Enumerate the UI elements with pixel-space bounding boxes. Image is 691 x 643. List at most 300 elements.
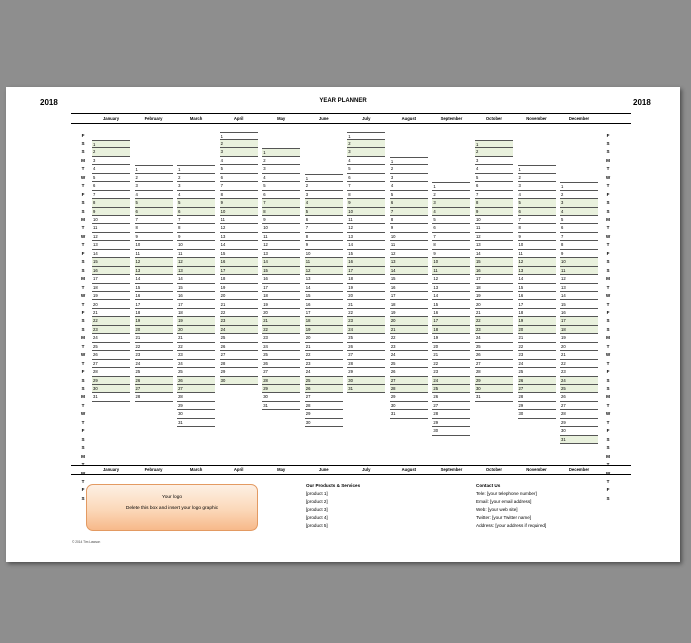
day-cell[interactable]: 4	[390, 182, 428, 190]
day-cell[interactable]: 14	[432, 292, 470, 300]
day-cell[interactable]: 12	[305, 267, 343, 275]
day-cell[interactable]: 19	[262, 301, 300, 309]
day-cell[interactable]: 25	[262, 351, 300, 359]
day-cell[interactable]: 8	[305, 233, 343, 241]
day-cell[interactable]: 30	[390, 402, 428, 410]
day-cell[interactable]: 2	[220, 140, 258, 148]
day-cell[interactable]: 14	[347, 241, 385, 249]
day-cell[interactable]: 23	[220, 317, 258, 325]
day-cell[interactable]: 15	[518, 284, 556, 292]
day-cell[interactable]: 22	[177, 343, 215, 351]
day-cell[interactable]: 3	[432, 199, 470, 207]
day-cell[interactable]: 11	[560, 267, 598, 275]
day-cell[interactable]: 22	[432, 360, 470, 368]
day-cell[interactable]: 28	[220, 360, 258, 368]
day-cell[interactable]: 26	[177, 377, 215, 385]
day-cell[interactable]: 6	[432, 224, 470, 232]
day-cell[interactable]: 22	[262, 326, 300, 334]
day-cell[interactable]: 21	[220, 301, 258, 309]
day-cell[interactable]: 2	[390, 165, 428, 173]
day-cell[interactable]: 21	[135, 334, 173, 342]
day-cell[interactable]: 22	[92, 317, 130, 325]
day-cell[interactable]: 5	[262, 182, 300, 190]
day-cell[interactable]: 20	[560, 343, 598, 351]
day-cell[interactable]: 29	[432, 419, 470, 427]
day-cell[interactable]: 12	[262, 241, 300, 249]
day-cell[interactable]: 8	[347, 191, 385, 199]
day-cell[interactable]: 14	[305, 284, 343, 292]
day-cell[interactable]: 21	[432, 351, 470, 359]
day-cell[interactable]: 5	[390, 191, 428, 199]
day-cell[interactable]: 13	[347, 233, 385, 241]
day-cell[interactable]: 16	[177, 292, 215, 300]
day-cell[interactable]: 6	[262, 191, 300, 199]
day-cell[interactable]: 15	[347, 250, 385, 258]
day-cell[interactable]: 13	[135, 267, 173, 275]
day-cell[interactable]: 5	[177, 199, 215, 207]
day-cell[interactable]: 13	[390, 258, 428, 266]
day-cell[interactable]: 10	[432, 258, 470, 266]
day-cell[interactable]: 30	[220, 377, 258, 385]
day-cell[interactable]: 9	[92, 208, 130, 216]
day-cell[interactable]: 23	[177, 351, 215, 359]
day-cell[interactable]: 27	[560, 402, 598, 410]
day-cell[interactable]: 27	[305, 393, 343, 401]
day-cell[interactable]: 21	[560, 351, 598, 359]
day-cell[interactable]: 10	[177, 241, 215, 249]
day-cell[interactable]: 13	[177, 267, 215, 275]
day-cell[interactable]: 16	[390, 284, 428, 292]
day-cell[interactable]: 4	[518, 191, 556, 199]
day-cell[interactable]: 24	[432, 377, 470, 385]
day-cell[interactable]: 15	[475, 258, 513, 266]
day-cell[interactable]: 17	[390, 292, 428, 300]
day-cell[interactable]: 17	[262, 284, 300, 292]
day-cell[interactable]: 7	[560, 233, 598, 241]
day-cell[interactable]: 26	[518, 377, 556, 385]
day-cell[interactable]: 29	[560, 419, 598, 427]
day-cell[interactable]: 29	[390, 393, 428, 401]
day-cell[interactable]: 28	[135, 393, 173, 401]
day-cell[interactable]: 15	[390, 275, 428, 283]
day-cell[interactable]: 13	[475, 241, 513, 249]
day-cell[interactable]: 7	[347, 182, 385, 190]
day-cell[interactable]: 28	[475, 368, 513, 376]
day-cell[interactable]: 17	[560, 317, 598, 325]
day-cell[interactable]: 3	[518, 182, 556, 190]
day-cell[interactable]: 15	[135, 284, 173, 292]
day-cell[interactable]: 14	[560, 292, 598, 300]
day-cell[interactable]: 11	[177, 250, 215, 258]
day-cell[interactable]: 25	[432, 385, 470, 393]
day-cell[interactable]: 14	[135, 275, 173, 283]
day-cell[interactable]: 9	[475, 208, 513, 216]
day-cell[interactable]: 10	[92, 216, 130, 224]
day-cell[interactable]: 1	[432, 182, 470, 190]
day-cell[interactable]: 19	[432, 334, 470, 342]
day-cell[interactable]: 12	[92, 233, 130, 241]
day-cell[interactable]: 14	[177, 275, 215, 283]
day-cell[interactable]: 22	[518, 343, 556, 351]
day-cell[interactable]: 29	[305, 410, 343, 418]
day-cell[interactable]: 12	[432, 275, 470, 283]
day-cell[interactable]: 19	[390, 309, 428, 317]
day-cell[interactable]: 8	[390, 216, 428, 224]
day-cell[interactable]: 19	[560, 334, 598, 342]
day-cell[interactable]: 3	[475, 157, 513, 165]
day-cell[interactable]: 6	[518, 208, 556, 216]
day-cell[interactable]: 16	[475, 267, 513, 275]
day-cell[interactable]: 6	[177, 208, 215, 216]
day-cell[interactable]: 9	[305, 241, 343, 249]
day-cell[interactable]: 31	[262, 402, 300, 410]
day-cell[interactable]: 1	[390, 157, 428, 165]
day-cell[interactable]: 5	[135, 199, 173, 207]
day-cell[interactable]: 7	[177, 216, 215, 224]
day-cell[interactable]: 25	[475, 343, 513, 351]
day-cell[interactable]: 6	[220, 174, 258, 182]
day-cell[interactable]: 27	[177, 385, 215, 393]
day-cell[interactable]: 24	[390, 351, 428, 359]
day-cell[interactable]: 6	[560, 224, 598, 232]
day-cell[interactable]: 18	[560, 326, 598, 334]
day-cell[interactable]: 21	[305, 343, 343, 351]
day-cell[interactable]: 29	[518, 402, 556, 410]
day-cell[interactable]: 2	[347, 140, 385, 148]
day-cell[interactable]: 22	[220, 309, 258, 317]
day-cell[interactable]: 7	[220, 182, 258, 190]
day-cell[interactable]: 26	[92, 351, 130, 359]
day-cell[interactable]: 28	[305, 402, 343, 410]
day-cell[interactable]: 2	[135, 174, 173, 182]
day-cell[interactable]: 28	[262, 377, 300, 385]
day-cell[interactable]: 19	[347, 284, 385, 292]
day-cell[interactable]: 19	[177, 317, 215, 325]
day-cell[interactable]: 27	[432, 402, 470, 410]
day-cell[interactable]: 6	[92, 182, 130, 190]
day-cell[interactable]: 17	[347, 267, 385, 275]
day-cell[interactable]: 26	[305, 385, 343, 393]
day-cell[interactable]: 17	[135, 301, 173, 309]
day-cell[interactable]: 26	[347, 343, 385, 351]
logo-box[interactable]	[86, 484, 258, 531]
day-cell[interactable]: 23	[475, 326, 513, 334]
day-cell[interactable]: 4	[92, 165, 130, 173]
day-cell[interactable]: 7	[390, 208, 428, 216]
day-cell[interactable]: 21	[475, 309, 513, 317]
day-cell[interactable]: 12	[135, 258, 173, 266]
day-cell[interactable]: 8	[135, 224, 173, 232]
day-cell[interactable]: 17	[432, 317, 470, 325]
day-cell[interactable]: 18	[347, 275, 385, 283]
day-cell[interactable]: 27	[390, 377, 428, 385]
day-cell[interactable]: 4	[347, 157, 385, 165]
day-cell[interactable]: 31	[390, 410, 428, 418]
day-cell[interactable]: 30	[347, 377, 385, 385]
day-cell[interactable]: 3	[560, 199, 598, 207]
day-cell[interactable]: 31	[560, 436, 598, 444]
day-cell[interactable]: 9	[135, 233, 173, 241]
day-cell[interactable]: 5	[518, 199, 556, 207]
day-cell[interactable]: 6	[135, 208, 173, 216]
day-cell[interactable]: 2	[262, 157, 300, 165]
day-cell[interactable]: 4	[262, 174, 300, 182]
day-cell[interactable]: 21	[262, 317, 300, 325]
day-cell[interactable]: 24	[135, 360, 173, 368]
day-cell[interactable]: 30	[518, 410, 556, 418]
day-cell[interactable]: 2	[177, 174, 215, 182]
day-cell[interactable]: 17	[177, 301, 215, 309]
day-cell[interactable]: 2	[92, 148, 130, 156]
day-cell[interactable]: 6	[305, 216, 343, 224]
day-cell[interactable]: 7	[92, 191, 130, 199]
day-cell[interactable]: 24	[262, 343, 300, 351]
day-cell[interactable]: 26	[135, 377, 173, 385]
day-cell[interactable]: 26	[475, 351, 513, 359]
day-cell[interactable]: 21	[518, 334, 556, 342]
day-cell[interactable]: 29	[220, 368, 258, 376]
day-cell[interactable]: 14	[475, 250, 513, 258]
day-cell[interactable]: 7	[518, 216, 556, 224]
day-cell[interactable]: 2	[560, 191, 598, 199]
day-cell[interactable]: 15	[560, 301, 598, 309]
day-cell[interactable]: 16	[560, 309, 598, 317]
day-cell[interactable]: 17	[220, 267, 258, 275]
day-cell[interactable]: 19	[92, 292, 130, 300]
day-cell[interactable]: 19	[135, 317, 173, 325]
day-cell[interactable]: 20	[262, 309, 300, 317]
day-cell[interactable]: 14	[220, 241, 258, 249]
day-cell[interactable]: 14	[262, 258, 300, 266]
day-cell[interactable]: 24	[518, 360, 556, 368]
day-cell[interactable]: 23	[92, 326, 130, 334]
day-cell[interactable]: 19	[220, 284, 258, 292]
day-cell[interactable]: 21	[390, 326, 428, 334]
day-cell[interactable]: 29	[475, 377, 513, 385]
day-cell[interactable]: 17	[518, 301, 556, 309]
day-cell[interactable]: 10	[347, 208, 385, 216]
day-cell[interactable]: 23	[347, 317, 385, 325]
day-cell[interactable]: 8	[220, 191, 258, 199]
day-cell[interactable]: 3	[262, 165, 300, 173]
day-cell[interactable]: 1	[305, 174, 343, 182]
day-cell[interactable]: 13	[92, 241, 130, 249]
day-cell[interactable]: 11	[347, 216, 385, 224]
day-cell[interactable]: 5	[92, 174, 130, 182]
day-cell[interactable]: 10	[560, 258, 598, 266]
day-cell[interactable]: 23	[390, 343, 428, 351]
day-cell[interactable]: 3	[305, 191, 343, 199]
day-cell[interactable]: 24	[305, 368, 343, 376]
day-cell[interactable]: 18	[92, 284, 130, 292]
day-cell[interactable]: 23	[135, 351, 173, 359]
day-cell[interactable]: 14	[390, 267, 428, 275]
day-cell[interactable]: 4	[305, 199, 343, 207]
day-cell[interactable]: 31	[92, 393, 130, 401]
day-cell[interactable]: 21	[92, 309, 130, 317]
day-cell[interactable]: 28	[177, 393, 215, 401]
day-cell[interactable]: 16	[220, 258, 258, 266]
day-cell[interactable]: 25	[135, 368, 173, 376]
day-cell[interactable]: 4	[475, 165, 513, 173]
day-cell[interactable]: 3	[135, 182, 173, 190]
day-cell[interactable]: 9	[560, 250, 598, 258]
day-cell[interactable]: 5	[432, 216, 470, 224]
day-cell[interactable]: 8	[177, 224, 215, 232]
day-cell[interactable]: 22	[475, 317, 513, 325]
day-cell[interactable]: 21	[177, 334, 215, 342]
day-cell[interactable]: 30	[305, 419, 343, 427]
day-cell[interactable]: 11	[518, 250, 556, 258]
day-cell[interactable]: 20	[475, 301, 513, 309]
day-cell[interactable]: 30	[177, 410, 215, 418]
day-cell[interactable]: 24	[475, 334, 513, 342]
day-cell[interactable]: 9	[518, 233, 556, 241]
day-cell[interactable]: 12	[560, 275, 598, 283]
day-cell[interactable]: 28	[432, 410, 470, 418]
day-cell[interactable]: 1	[560, 182, 598, 190]
day-cell[interactable]: 25	[220, 334, 258, 342]
day-cell[interactable]: 5	[560, 216, 598, 224]
day-cell[interactable]: 31	[177, 419, 215, 427]
day-cell[interactable]: 12	[475, 233, 513, 241]
day-cell[interactable]: 25	[92, 343, 130, 351]
day-cell[interactable]: 15	[177, 284, 215, 292]
day-cell[interactable]: 25	[390, 360, 428, 368]
day-cell[interactable]: 10	[135, 241, 173, 249]
day-cell[interactable]: 18	[390, 301, 428, 309]
day-cell[interactable]: 4	[135, 191, 173, 199]
day-cell[interactable]: 27	[135, 385, 173, 393]
day-cell[interactable]: 11	[475, 224, 513, 232]
day-cell[interactable]: 1	[92, 140, 130, 148]
day-cell[interactable]: 1	[475, 140, 513, 148]
day-cell[interactable]: 10	[220, 208, 258, 216]
day-cell[interactable]: 9	[220, 199, 258, 207]
day-cell[interactable]: 17	[475, 275, 513, 283]
day-cell[interactable]: 4	[177, 191, 215, 199]
day-cell[interactable]: 21	[347, 301, 385, 309]
day-cell[interactable]: 12	[220, 224, 258, 232]
day-cell[interactable]: 20	[305, 334, 343, 342]
day-cell[interactable]: 6	[390, 199, 428, 207]
day-cell[interactable]: 16	[305, 301, 343, 309]
day-cell[interactable]: 27	[92, 360, 130, 368]
day-cell[interactable]: 8	[475, 199, 513, 207]
day-cell[interactable]: 7	[262, 199, 300, 207]
day-cell[interactable]: 23	[432, 368, 470, 376]
day-cell[interactable]: 20	[177, 326, 215, 334]
day-cell[interactable]: 19	[305, 326, 343, 334]
day-cell[interactable]: 8	[560, 241, 598, 249]
day-cell[interactable]: 18	[262, 292, 300, 300]
day-cell[interactable]: 16	[518, 292, 556, 300]
day-cell[interactable]: 2	[518, 174, 556, 182]
day-cell[interactable]: 25	[560, 385, 598, 393]
day-cell[interactable]: 22	[135, 343, 173, 351]
day-cell[interactable]: 15	[432, 301, 470, 309]
day-cell[interactable]: 25	[177, 368, 215, 376]
day-cell[interactable]: 4	[220, 157, 258, 165]
day-cell[interactable]: 23	[305, 360, 343, 368]
day-cell[interactable]: 9	[177, 233, 215, 241]
day-cell[interactable]: 18	[177, 309, 215, 317]
day-cell[interactable]: 16	[135, 292, 173, 300]
day-cell[interactable]: 4	[560, 208, 598, 216]
day-cell[interactable]: 13	[432, 284, 470, 292]
day-cell[interactable]: 29	[177, 402, 215, 410]
day-cell[interactable]: 10	[305, 250, 343, 258]
day-cell[interactable]: 11	[390, 241, 428, 249]
day-cell[interactable]: 8	[92, 199, 130, 207]
day-cell[interactable]: 7	[432, 233, 470, 241]
day-cell[interactable]: 26	[432, 393, 470, 401]
day-cell[interactable]: 30	[475, 385, 513, 393]
day-cell[interactable]: 6	[347, 174, 385, 182]
day-cell[interactable]: 9	[347, 199, 385, 207]
day-cell[interactable]: 5	[305, 208, 343, 216]
day-cell[interactable]: 13	[518, 267, 556, 275]
day-cell[interactable]: 10	[518, 241, 556, 249]
day-cell[interactable]: 18	[518, 309, 556, 317]
day-cell[interactable]: 11	[220, 216, 258, 224]
day-cell[interactable]: 27	[262, 368, 300, 376]
day-cell[interactable]: 27	[347, 351, 385, 359]
day-cell[interactable]: 15	[92, 258, 130, 266]
day-cell[interactable]: 13	[262, 250, 300, 258]
day-cell[interactable]: 20	[347, 292, 385, 300]
day-cell[interactable]: 26	[390, 368, 428, 376]
day-cell[interactable]: 26	[560, 393, 598, 401]
day-cell[interactable]: 7	[475, 191, 513, 199]
day-cell[interactable]: 11	[432, 267, 470, 275]
day-cell[interactable]: 27	[220, 351, 258, 359]
day-cell[interactable]: 23	[518, 351, 556, 359]
day-cell[interactable]: 26	[262, 360, 300, 368]
day-cell[interactable]: 4	[432, 208, 470, 216]
day-cell[interactable]: 2	[432, 191, 470, 199]
day-cell[interactable]: 16	[432, 309, 470, 317]
day-cell[interactable]: 18	[432, 326, 470, 334]
day-cell[interactable]: 24	[92, 334, 130, 342]
day-cell[interactable]: 12	[390, 250, 428, 258]
day-cell[interactable]: 25	[347, 334, 385, 342]
day-cell[interactable]: 28	[347, 360, 385, 368]
day-cell[interactable]: 20	[92, 301, 130, 309]
day-cell[interactable]: 20	[432, 343, 470, 351]
day-cell[interactable]: 1	[177, 165, 215, 173]
day-cell[interactable]: 10	[262, 224, 300, 232]
day-cell[interactable]: 29	[347, 368, 385, 376]
day-cell[interactable]: 8	[262, 208, 300, 216]
day-cell[interactable]: 3	[92, 157, 130, 165]
day-cell[interactable]: 14	[518, 275, 556, 283]
day-cell[interactable]: 31	[347, 385, 385, 393]
day-cell[interactable]: 5	[347, 165, 385, 173]
day-cell[interactable]: 9	[262, 216, 300, 224]
day-cell[interactable]: 7	[305, 224, 343, 232]
day-cell[interactable]: 30	[432, 427, 470, 435]
day-cell[interactable]: 24	[220, 326, 258, 334]
day-cell[interactable]: 9	[390, 224, 428, 232]
day-cell[interactable]: 20	[135, 326, 173, 334]
day-cell[interactable]: 30	[92, 385, 130, 393]
day-cell[interactable]: 10	[475, 216, 513, 224]
day-cell[interactable]: 24	[560, 377, 598, 385]
day-cell[interactable]: 3	[220, 148, 258, 156]
day-cell[interactable]: 25	[305, 377, 343, 385]
day-cell[interactable]: 22	[305, 351, 343, 359]
